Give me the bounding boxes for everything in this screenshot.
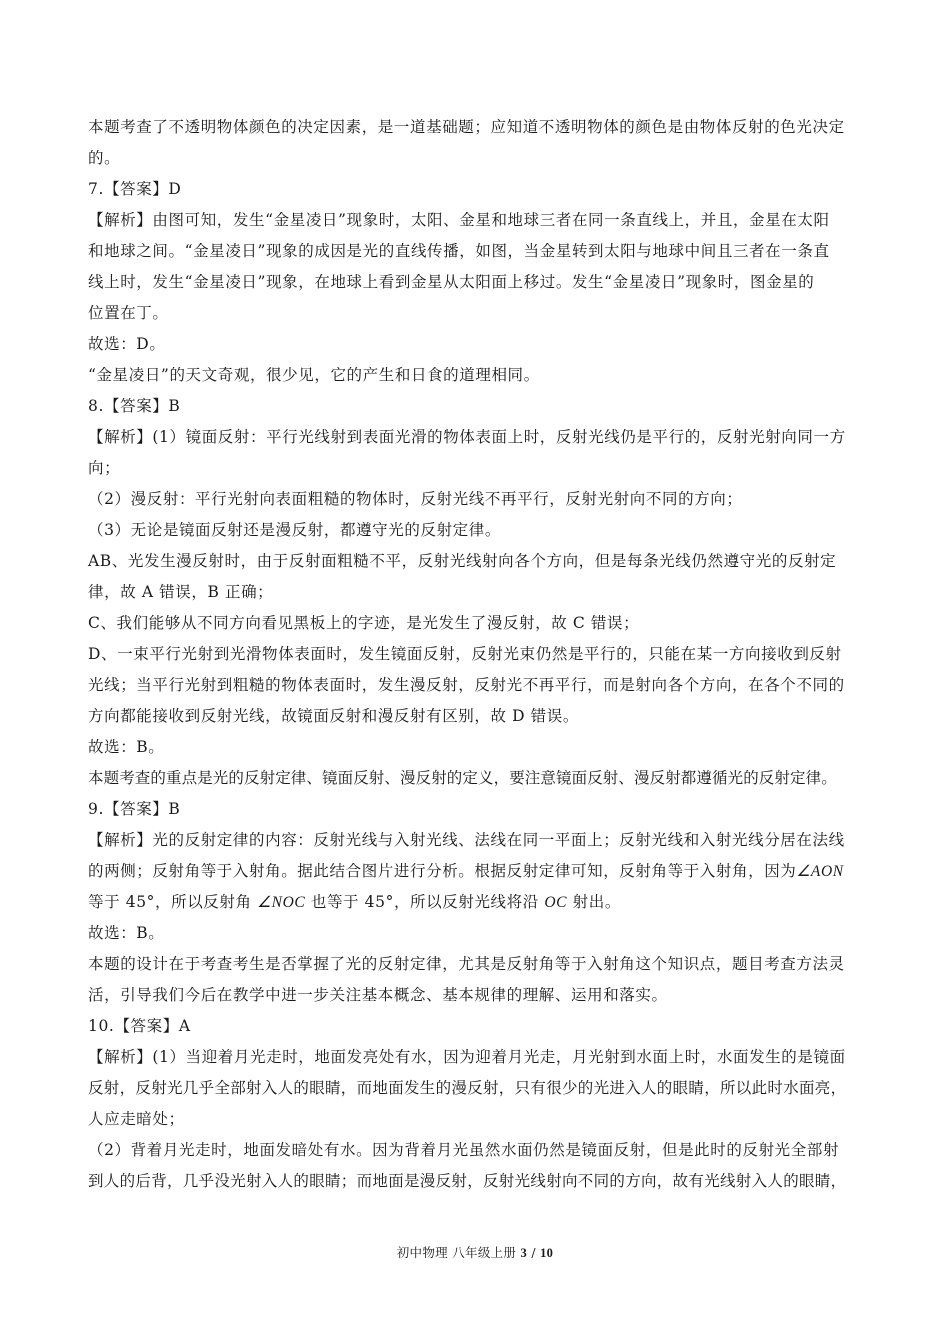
text-line xyxy=(88,887,868,918)
text-line: D、一束平行光射到光滑物体表面时，发生镜面反射，反射光束仍然是平行的，只能在某一方向接收到反射 xyxy=(88,645,842,663)
text-line: 【解析】光的反射定律的内容：反射光线与入射光线、法线在同一平面上；反射光线和入射光线分居在法线 xyxy=(88,831,845,849)
page-footer xyxy=(0,1243,950,1261)
text-line: 反射，反射光几乎全部射入人的眼睛，而地面发生的漫反射，只有很少的光进入人的眼睛，所以此时水面亮， xyxy=(88,1079,847,1097)
text-line: “金星凌日”的天文奇观，很少见，它的产生和日食的道理相同。 xyxy=(88,366,540,384)
footer-separator: / xyxy=(527,1245,541,1260)
text-line: C、我们能够从不同方向看见黑板上的字迹，是光发生了漫反射，故 C 错误； xyxy=(88,614,640,632)
footer-page-number: 3 xyxy=(520,1246,528,1260)
text-line: 到人的后背，几乎没光射入人的眼睛；而地面是漫反射，反射光线射向不同的方向，故有光线射入人的眼睛， xyxy=(88,1172,847,1190)
text-line: 【解析】由图可知，发生“金星凌日”现象时，太阳、金星和地球三者在同一条直线上，并且，金星在太阳 xyxy=(88,211,830,229)
text-line: 本题考查的重点是光的反射定律、镜面反射、漫反射的定义，要注意镜面反射、漫反射都遵循光的反射定律。 xyxy=(88,769,837,787)
text-span: 也等于 45°，所以反射光线将沿 xyxy=(305,893,545,911)
text-line: （2）漫反射：平行光射向表面粗糙的物体时，反射光线不再平行，反射光射向不同的方向； xyxy=(88,490,743,508)
text-line: 故选：B。 xyxy=(88,924,165,942)
text-line: 人应走暗处； xyxy=(88,1110,185,1128)
text-line: 故选：D。 xyxy=(88,335,166,353)
text-span: 等于 45°，所以反射角 xyxy=(88,893,258,911)
footer-page-total: 10 xyxy=(540,1246,554,1260)
text-span: 射出。 xyxy=(567,893,621,911)
answer-heading-7: 7.【答案】D xyxy=(88,180,182,198)
text-line: 【解析】(1）当迎着月光走时，地面发亮处有水，因为迎着月光走，月光射到水面上时，水面发生的是镜面 xyxy=(88,1048,846,1066)
text-line: 本题的设计在于考查考生是否掌握了光的反射定律，尤其是反射角等于入射角这个知识点，题目考查方法灵 xyxy=(88,955,845,973)
text-line: 律，故 A 错误，B 正确； xyxy=(88,583,274,601)
answer-heading-9: 9.【答案】B xyxy=(88,800,181,818)
math-angle-noc: ∠NOC xyxy=(257,894,306,911)
footer-subject: 初中物理 八年级上册 xyxy=(396,1245,521,1260)
text-line: 位置在丁。 xyxy=(88,304,169,322)
answer-heading-10: 10.【答案】A xyxy=(88,1017,191,1035)
text-line: 光线；当平行光射到粗糙的物体表面时，发生漫反射，反射光不再平行，而是射向各个方向，在各个不同的 xyxy=(88,676,845,694)
text-line: 方向都能接收到反射光线，故镜面反射和漫反射有区别，故 D 错误。 xyxy=(88,707,579,725)
text-line: AB、光发生漫反射时，由于反射面粗糙不平，反射光线射向各个方向，但是每条光线仍然遵守光的反射定 xyxy=(88,552,837,570)
text-line: 向； xyxy=(88,459,121,477)
math-angle-aon: ∠AON xyxy=(796,863,844,880)
answer-heading-8: 8.【答案】B xyxy=(88,397,181,415)
text-line: 的。 xyxy=(88,149,121,167)
document-body xyxy=(88,112,868,1197)
text-line: 本题考查了不透明物体颜色的决定因素，是一道基础题；应知道不透明物体的颜色是由物体反射的色光决定 xyxy=(88,118,845,136)
text-line xyxy=(88,856,868,887)
text-line: 活，引导我们今后在教学中进一步关注基本概念、基本规律的理解、运用和落实。 xyxy=(88,986,668,1004)
text-line: 和地球之间。“金星凌日”现象的成因是光的直线传播，如图，当金星转到太阳与地球中间且三者在一条直 xyxy=(88,242,830,260)
text-line: 线上时，发生“金星凌日”现象，在地球上看到金星从太阳面上移过。发生“金星凌日”现象时，图金星的 xyxy=(88,273,815,291)
text-line: 故选：B。 xyxy=(88,738,165,756)
text-line: 【解析】(1）镜面反射：平行光线射到表面光滑的物体表面上时，反射光线仍是平行的，反射光射向同一方 xyxy=(88,428,846,446)
text-span: 的两侧；反射角等于入射角。据此结合图片进行分析。根据反射定律可知，反射角等于入射角，因为 xyxy=(88,862,797,880)
math-ray-oc: OC xyxy=(544,894,568,911)
text-line: （3）无论是镜面反射还是漫反射，都遵守光的反射定律。 xyxy=(88,521,501,539)
text-line: （2）背着月光走时，地面发暗处有水。因为背着月光虽然水面仍然是镜面反射，但是此时的反射光全部射 xyxy=(88,1141,840,1159)
